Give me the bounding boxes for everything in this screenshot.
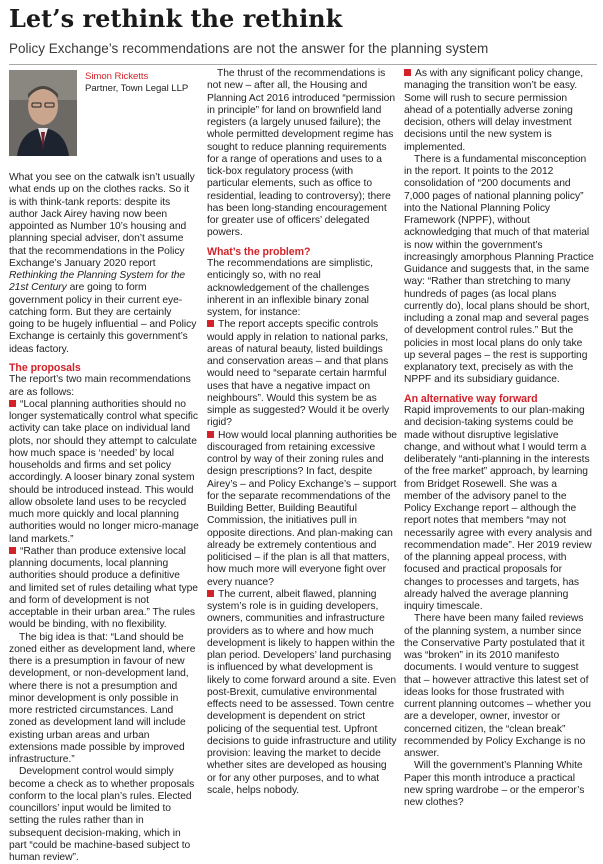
paragraph: Will the government’s Planning White Paper this month introduce a practical new spring wardrobe – or the emperor’s new clothes? bbox=[404, 760, 585, 808]
bullet-item: The current, albeit flawed, planning system’s role is in guiding developers, owners, communities and infrastructure providers as to where and how much development is likely to happen within the plan period. Developers’ land purchasing is influenced by what development is likely to come forward around a site. Even post-Brexit, cumulative environmental effects need to be assessed. Town centre development is dependent on strict policing of the sequential test. Upfront decisions to guide infrastructure and utility provision: leaving the market to decide whether sites are developed as housing or for any other purposes, and to what scale, helps nobody. bbox=[207, 588, 397, 796]
paragraph: The thrust of the recommendations is not new – after all, the Housing and Planning Act 2016 introduced “permission in principle” for land on brownfield land registers (a largely unused failure); the whole permitted development regime has sought to reduce planning requirements for a range of operations and uses to a tick-box regulatory process (with particular elements, such as office to residential, leading to controversy); there has been long-standing encouragement for greater use of officers’ delegated powers. bbox=[207, 68, 396, 239]
bullet-square-icon bbox=[207, 590, 214, 597]
bullet-item: The report accepts specific controls would apply in relation to national parks, areas of natural beauty, listed buildings and conservation areas – and that plans would need to “separate certain harmful uses that have a negative impact on neighbours”. Would this system be as simple as suggested? Would it be overly rigid? bbox=[207, 319, 390, 429]
author-box bbox=[9, 68, 199, 172]
paragraph: The report’s two main recommendations are as follows: bbox=[9, 374, 191, 398]
bullet-item: “Rather than produce extensive local planning documents, local planning authorities should produce a definitive and limited set of rules detailing what type and form of development is not acceptable in their urban area.” The rules would be binding, with no flexibility. bbox=[9, 545, 198, 631]
article-standfirst: Policy Exchange’s recommendations are not the answer for the planning system bbox=[9, 41, 489, 56]
heading-whats-the-problem: What’s the problem? bbox=[207, 245, 311, 258]
article-headline: Let’s rethink the rethink bbox=[9, 4, 343, 33]
paragraph: The big idea is that: “Land should be zoned either as development land, where there is a presumption in favour of new development, or non-development land, where there is not a presumption and minor development is only possible in more restricted circumstances. Land zoned as development land will include existing urban areas and urban extensions made possible by improved infrastructure.” bbox=[9, 631, 196, 765]
bullet-item: As with any significant policy change, managing the transition won’t be easy. Some will rush to secure permission ahead of a potentially adverse zoning decision, others will delay investment decisions until the new system is implemented. bbox=[404, 68, 584, 153]
author-portrait-icon bbox=[9, 70, 77, 156]
bullet-square-icon bbox=[9, 400, 16, 407]
bullet-item: How would local planning authorities be discouraged from retaining excessive control by way of their zoning rules and design prescriptions? In fact, despite Airey’s – and Policy Exchange’s – support for the separate recommendations of the Building Better, Building Beautiful Commission, the initiatives pull in opposite directions. And plan-making can already be extremely contentious and politicised – if the plan is all that matters, how much more will everyone fight over every nuance? bbox=[207, 429, 397, 588]
column-2 bbox=[207, 68, 397, 797]
paragraph: There is a fundamental misconception in the report. It points to the 2012 consolidation of “200 documents and 7,000 pages of national planning policy” into the National Planning Policy Framework (NPPF), without acknowledging that much of that material is now within the government’s increasingly amorphous Planning Practice Guidance and suggests that, in the same way: “Rather than stretching to many hundreds of pages (as local plans currently do), local plans should be short, including a zonal map and several pages of development control rules.” But the policies in most local plans do only take up several pages – the rest is supporting explanatory text, precisely as with the NPPF and its subsidiary guidance. bbox=[404, 153, 594, 386]
bullet-square-icon bbox=[207, 431, 214, 438]
heading-alternative-way-forward: An alternative way forward bbox=[404, 392, 538, 405]
bullet-item: “Local planning authorities should no longer systematically control what specific activity can take place on individual land plots, nor should they attempt to calculate how much space is ‘needed’ by local households and firms and set policy accordingly. A looser binary zonal system should be introduced instead. This would allow obsolete land uses to be recycled much more quickly and local planning authorities would no longer micro-manage land markets.” bbox=[9, 398, 199, 545]
paragraph: The recommendations are simplistic, enticingly so, with no real acknowledgement of the challenges inherent in an inflexible binary zonal system, for instance: bbox=[207, 258, 373, 318]
author-role: Partner, Town Legal LLP bbox=[85, 83, 189, 94]
bullet-square-icon bbox=[207, 320, 214, 327]
header-rule bbox=[9, 64, 597, 65]
column-3 bbox=[404, 68, 594, 809]
bullet-square-icon bbox=[9, 547, 16, 554]
heading-proposals: The proposals bbox=[9, 361, 81, 374]
intro-paragraph: What you see on the catwalk isn’t usually what ends up on the clothes racks. So it is with think-tank reports: despite its author Jack Airey having now been appointed as Number 10’s housing and planning special adviser, don’t assume that the recommendations in the Policy Exchange’s January 2020 report Rethinking the Planning System for the 21st Century are going to form government policy in their current eye-catching form. But they are certainly going to be hugely influential – and Policy Exchange is certainly this government’s ideas factory. bbox=[9, 172, 197, 355]
bullet-square-icon bbox=[404, 69, 411, 76]
column-1 bbox=[9, 68, 199, 864]
paragraph: Rapid improvements to our plan-making and decision-taking systems could be made without disruptive legislative change, and without what I would term a deliberately “anti-planning in the interests of the free market” approach, by learning from Bridget Rosewell. She was a member of the advisory panel to the Policy Exchange report – although the report notes that members “may not necessarily agree with every analysis and recommendation made”. Her 2019 review of the planning appeal process, with focused and practical proposals for changes to processes and targets, has already halved the average planning inquiry timescale. bbox=[404, 405, 592, 612]
paragraph: There have been many failed reviews of the planning system, a number since the Conservative Party postulated that it was “broken” in its 2010 manifesto documents. I would venture to suggest that – however attractive this latest set of ideas looks for those frustrated with current planning outcomes – whether you are a developer, owner, investor or concerned citizen, the “clean break” recommended by Policy Exchange is no answer. bbox=[404, 613, 591, 759]
author-name: Simon Ricketts bbox=[85, 71, 149, 82]
paragraph: Development control would simply become a check as to whether proposals conform to the local plan’s rules. Elected councillors’ input would be limited to setting the rules rather than in subsequent decision-making, which in part “could be machine-based subject to human review”. bbox=[9, 766, 195, 863]
